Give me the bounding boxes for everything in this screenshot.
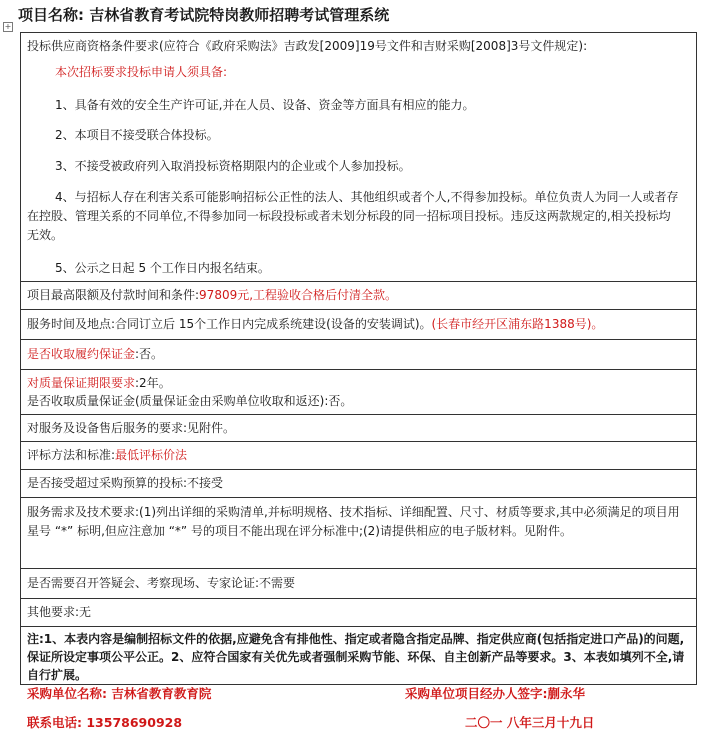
budget-row xyxy=(21,282,696,310)
warranty-row xyxy=(21,370,696,415)
requirements-row xyxy=(21,498,696,569)
qualification-row xyxy=(21,33,696,282)
table-move-handle[interactable]: + xyxy=(4,22,12,31)
purchaser-label: 采购单位名称: xyxy=(27,686,107,701)
qualification-item-1: 1、具备有效的安全生产许可证,并在人员、设备、资金等方面具有相应的能力。 xyxy=(55,98,475,112)
evaluation-value: 最低评标价法 xyxy=(115,448,188,462)
requirements-text: 服务需求及技术要求:(1)列出详细的采购清单,并标明规格、技术指标、详细配置、尺寸、材质等要求,其中必须满足的项目用星号 “*” 标明,但应注意加 “*” 号的项目不能出现在评分标准中;(2)请提供相应的电子版材料。见附件。 xyxy=(27,505,680,538)
budget-label: 项目最高限额及付款时间和条件: xyxy=(27,288,200,302)
warranty-value: :2年。 xyxy=(135,376,171,390)
notes-text: 注:1、本表内容是编制招标文件的依据,应避免含有排他性、指定或者隐含指定品牌、指定供应商(包括指定进口产品)的问题,保证所设定事项公平公正。2、应符合国家有关优先或者强制采购节能、环保、自主创新产品等要求。3、本表如填列不全,请自行扩展。 xyxy=(27,632,685,682)
purchaser-name: 吉林省教育教育院 xyxy=(111,686,212,701)
phone-label: 联系电话: xyxy=(27,715,82,730)
performance-deposit-label: 是否收取履约保证金 xyxy=(27,347,136,361)
meeting-row xyxy=(21,569,696,599)
service-row xyxy=(21,310,696,340)
service-text: 合同订立后 15个工作日内完成系统建设(设备的安装调试)。 xyxy=(115,317,432,331)
service-location: (长春市经开区浦东路1388号)。 xyxy=(431,317,604,331)
performance-deposit-value: :否。 xyxy=(135,347,164,361)
other-text: 其他要求:无 xyxy=(27,605,92,619)
warranty-label: 对质量保证期限要求 xyxy=(27,376,136,390)
notes-row xyxy=(21,627,696,685)
manager-label: 采购单位项目经办人签字: xyxy=(405,686,548,701)
evaluation-label: 评标方法和标准: xyxy=(27,448,116,462)
qualification-item-4: 4、与招标人存在利害关系可能影响招标公正性的法人、其他组织或者个人,不得参加投标。单位负责人为同一人或者存在控股、管理关系的不同单位,不得参加同一标段投标或者未划分标段的同一招标项目投标。违反这两款规定的,相关投标均无效。 xyxy=(27,190,679,242)
date-line xyxy=(465,713,594,731)
project-name: 吉林省教育考试院特岗教师招聘考试管理系统 xyxy=(89,6,390,24)
manager-name: 蒯永华 xyxy=(547,686,586,701)
over-budget-text: 是否接受超过采购预算的投标:不接受 xyxy=(27,476,224,490)
qualification-item-3: 3、不接受被政府列入取消投标资格期限内的企业或个人参加投标。 xyxy=(55,159,411,173)
after-sales-row xyxy=(21,415,696,442)
qualification-intro: 投标供应商资格条件要求(应符合《政府采购法》吉政发[2009]19号文件和吉财采购[2008]3号文件规定): xyxy=(27,39,588,53)
budget-value: 97809元,工程验收合格后付清全款。 xyxy=(199,288,398,302)
after-sales-text: 对服务及设备售后服务的要求:见附件。 xyxy=(27,421,236,435)
qualification-item-2: 2、本项目不接受联合体投标。 xyxy=(55,128,219,142)
document-title xyxy=(18,4,698,26)
quality-deposit-line: 是否收取质量保证金(质量保证金由采购单位收取和返还):否。 xyxy=(27,394,353,408)
manager-line xyxy=(405,684,585,702)
performance-deposit-row xyxy=(21,340,696,370)
project-name-label: 项目名称: xyxy=(18,6,84,24)
procurement-table xyxy=(20,32,697,685)
signing-date: 二〇一 八年三月十九日 xyxy=(465,715,595,730)
over-budget-row xyxy=(21,470,696,498)
purchaser-line xyxy=(27,684,211,702)
phone-line xyxy=(27,713,182,731)
qualification-item-5: 5、公示之日起 5 个工作日内报名结束。 xyxy=(55,261,270,275)
phone-number: 13578690928 xyxy=(86,715,183,730)
qualification-must-have: 本次招标要求投标申请人须具备: xyxy=(55,65,228,79)
other-row xyxy=(21,599,696,627)
evaluation-row xyxy=(21,442,696,470)
meeting-text: 是否需要召开答疑会、考察现场、专家论证:不需要 xyxy=(27,576,296,590)
service-label: 服务时间及地点: xyxy=(27,317,116,331)
